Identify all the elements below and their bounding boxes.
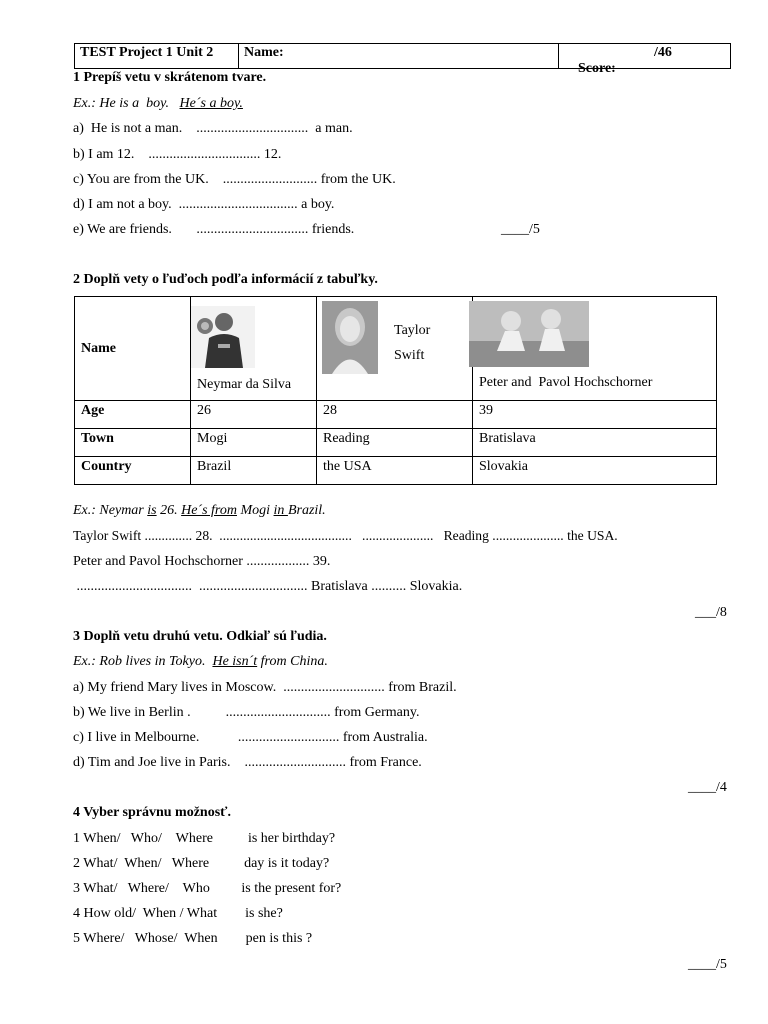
ex3-item-c[interactable]: c) I live in Melbourne. ............................. from Australia. — [73, 730, 428, 745]
ex1-item-a[interactable]: a) He is not a man. ................................ a man. — [73, 121, 353, 136]
ex3-item-b[interactable]: b) We live in Berlin . .............................. from Germany. — [73, 705, 420, 720]
age-hochschorner: 39 — [473, 401, 717, 429]
ex3-example: Ex.: Rob lives in Tokyo. He isn´t from China. — [73, 654, 328, 669]
ex2-line-taylor[interactable]: Taylor Swift .............. 28. ....................................... ..................... Reading ..................... the USA. — [73, 528, 618, 543]
ex4-item-4[interactable]: 4 How old/ When / What is she? — [73, 906, 283, 921]
ex1-item-c[interactable]: c) You are from the UK. ........................... from the UK. — [73, 172, 396, 187]
score-total: /46 — [654, 45, 672, 60]
ex4-item-1[interactable]: 1 When/ Who/ Where is her birthday? — [73, 831, 336, 846]
country-neymar: Brazil — [191, 457, 317, 485]
ex2-line-bratislava[interactable]: ................................. ............................... Bratislava .......... Slovakia. — [73, 579, 463, 594]
age-neymar: 26 — [191, 401, 317, 429]
ex3-item-a[interactable]: a) My friend Mary lives in Moscow. ............................. from Brazil. — [73, 680, 457, 695]
ex1-example: Ex.: He is a boy. He´s a boy. — [73, 96, 243, 111]
ex2-example: Ex.: Neymar is 26. He´s from Mogi in Brazil. — [73, 503, 326, 518]
taylor-first: Taylor — [394, 323, 431, 338]
ex1-item-b[interactable]: b) I am 12. ................................ 12. — [73, 147, 282, 162]
ex2-heading: 2 Doplň vety o ľuďoch podľa informácií z tabuľky. — [73, 272, 378, 287]
hochschorner-photo — [469, 301, 589, 367]
town-neymar: Mogi — [191, 429, 317, 457]
taylor-last: Swift — [394, 348, 425, 363]
country-hochschorner: Slovakia — [473, 457, 717, 485]
ex3-score: ____/4 — [688, 780, 727, 795]
ex4-score: ____/5 — [688, 957, 727, 972]
test-title: TEST Project 1 Unit 2 — [75, 44, 239, 68]
ex2-score: ___/8 — [695, 605, 727, 620]
ex3-item-d[interactable]: d) Tim and Joe live in Paris. ............................. from France. — [73, 755, 422, 770]
row-label-country: Country — [75, 457, 191, 485]
country-taylor: the USA — [317, 457, 473, 485]
ex1-item-d[interactable]: d) I am not a boy. .................................. a boy. — [73, 197, 335, 212]
ex1-heading: 1 Prepíš vetu v skrátenom tvare. — [73, 70, 267, 85]
hochschorner-name: Peter and Pavol Hochschorner — [479, 375, 653, 390]
score-cell — [559, 44, 730, 76]
people-table — [74, 296, 717, 485]
ex4-heading: 4 Vyber správnu možnosť. — [73, 805, 231, 820]
ex4-item-3[interactable]: 3 What/ Where/ Who is the present for? — [73, 881, 342, 896]
neymar-photo — [191, 306, 255, 368]
header-table — [74, 43, 731, 76]
row-label-town: Town — [75, 429, 191, 457]
ex1-item-e[interactable]: e) We are friends. ................................ friends. — [73, 222, 355, 237]
town-taylor: Reading — [317, 429, 473, 457]
ex3-heading: 3 Doplň vetu druhú vetu. Odkiaľ sú ľudia. — [73, 629, 327, 644]
name-header: Name — [75, 297, 191, 401]
ex1-score: ____/5 — [501, 222, 540, 237]
row-label-age: Age — [75, 401, 191, 429]
neymar-name: Neymar da Silva — [197, 377, 292, 392]
name-field[interactable]: Name: — [239, 44, 559, 68]
ex2-line-hochschorner[interactable]: Peter and Pavol Hochschorner .................. 39. — [73, 554, 331, 569]
ex4-item-5[interactable]: 5 Where/ Whose/ When pen is this ? — [73, 931, 313, 946]
score-label: Score: — [578, 61, 616, 76]
town-hochschorner: Bratislava — [473, 429, 717, 457]
age-taylor: 28 — [317, 401, 473, 429]
taylor-photo — [322, 301, 378, 374]
ex4-item-2[interactable]: 2 What/ When/ Where day is it today? — [73, 856, 330, 871]
